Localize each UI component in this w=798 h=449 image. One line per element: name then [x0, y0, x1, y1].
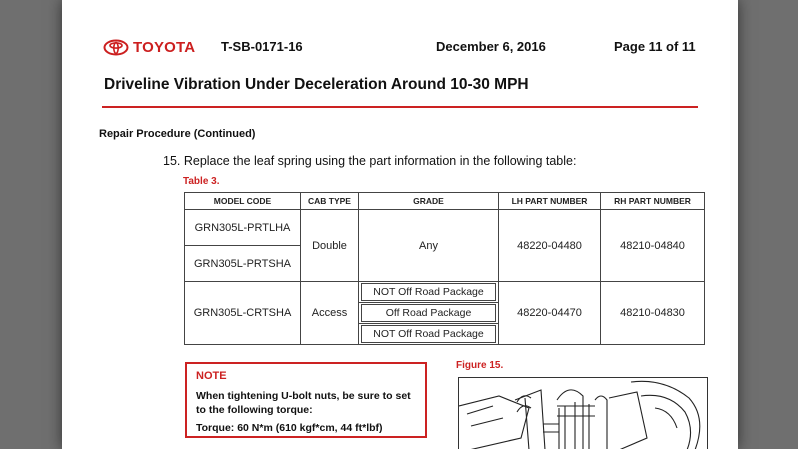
grade-cell: [359, 324, 499, 345]
note-title: NOTE: [196, 370, 227, 382]
model-code-cell: GRN305L-PRTLHA: [185, 210, 301, 246]
note-torque: Torque: 60 N*m (610 kgf*cm, 44 ft*lbf): [196, 422, 383, 434]
model-code-cell: GRN305L-PRTSHA: [185, 246, 301, 282]
grade-cell: [359, 282, 499, 303]
doc-number: T-SB-0171-16: [221, 39, 303, 54]
column-header: CAB TYPE: [301, 193, 359, 210]
grade-box: NOT Off Road Package: [361, 325, 496, 343]
column-header: MODEL CODE: [185, 193, 301, 210]
title-divider: [102, 106, 698, 108]
grade-cell: Any: [359, 210, 499, 282]
document-page: [62, 0, 738, 449]
toyota-logo: [103, 38, 195, 56]
table-row: [185, 282, 705, 303]
lh-part-cell: 48220-04470: [499, 282, 601, 345]
leaf-spring-u-bolt-illustration-icon: [459, 378, 707, 449]
column-header: GRADE: [359, 193, 499, 210]
grade-box: Off Road Package: [361, 304, 496, 322]
grade-box: NOT Off Road Package: [361, 283, 496, 301]
lh-part-cell: 48220-04480: [499, 210, 601, 282]
model-code-cell: GRN305L-CRTSHA: [185, 282, 301, 345]
table-caption: Table 3.: [183, 176, 220, 187]
grade-cell: [359, 303, 499, 324]
brand-name: TOYOTA: [133, 38, 196, 56]
cab-type-cell: Double: [301, 210, 359, 282]
figure-15: [458, 377, 708, 449]
toyota-emblem-icon: [103, 39, 129, 56]
table-header-row: [185, 193, 705, 210]
cab-type-cell: Access: [301, 282, 359, 345]
page-indicator: Page 11 of 11: [614, 39, 696, 54]
step-15-text: 15. Replace the leaf spring using the part information in the following table:: [163, 154, 577, 168]
rh-part-cell: 48210-04830: [601, 282, 705, 345]
column-header: RH PART NUMBER: [601, 193, 705, 210]
doc-date: December 6, 2016: [436, 39, 546, 54]
column-header: LH PART NUMBER: [499, 193, 601, 210]
section-heading: Repair Procedure (Continued): [99, 128, 256, 140]
note-box: [185, 362, 427, 438]
note-instruction: When tightening U-bolt nuts, be sure to set to the following torque:: [196, 390, 411, 416]
parts-table: [184, 192, 705, 345]
page-title: Driveline Vibration Under Deceleration Around 10-30 MPH: [104, 76, 529, 93]
rh-part-cell: 48210-04840: [601, 210, 705, 282]
figure-caption: Figure 15.: [456, 360, 504, 371]
table-row: [185, 210, 705, 246]
